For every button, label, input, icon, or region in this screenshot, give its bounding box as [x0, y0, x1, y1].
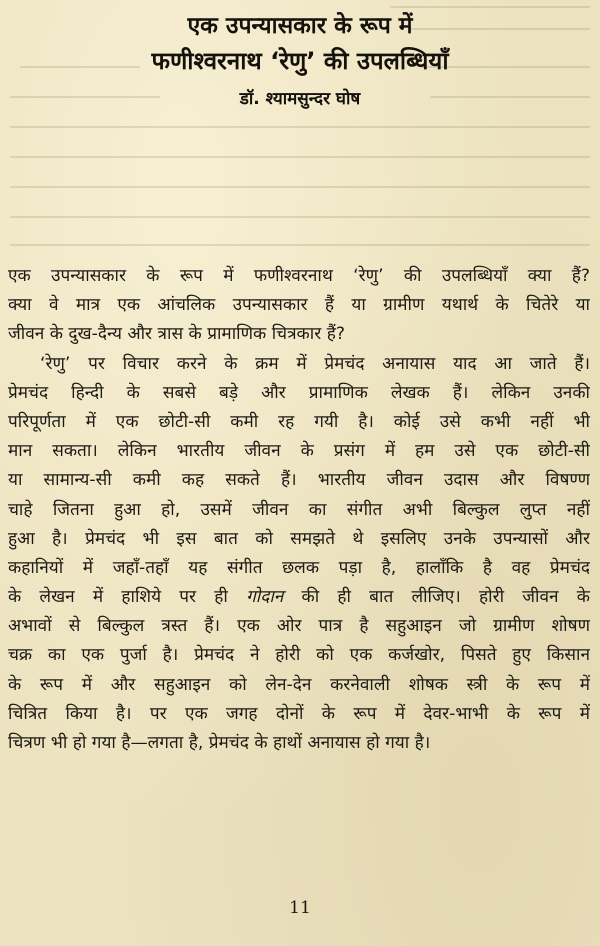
text-line: मान सकता। लेकिन भारतीय जीवन के प्रसंग में हम उसे एक छोटी-सी — [8, 441, 590, 462]
page-number: 11 — [289, 898, 311, 918]
text-fragment: की ही बात लीजिए। होरी जीवन के — [283, 587, 590, 608]
paragraph-2 — [8, 350, 590, 759]
text-line: ‘रेणु’ पर विचार करने के क्रम में प्रेमचंद अनायास याद आ जाते हैं। — [40, 353, 590, 374]
article-title-line-2: फणीश्वरनाथ ‘रेणु’ की उपलब्धियाँ — [151, 47, 449, 75]
text-line: प्रेमचंद हिन्दी के सबसे बड़े और प्रामाणिक लेखक हैं। लेकिन उनकी — [8, 382, 590, 403]
book-title-godan: गोदान — [246, 587, 284, 608]
text-line: कहानियों में जहाँ-तहाँ यह संगीत छलक पड़ा है, हालाँकि है वह प्रेमचंद — [8, 557, 590, 578]
text-line: चित्रण भी हो गया है—लगता है, प्रेमचंद के हाथों अनायास हो गया है। — [8, 733, 431, 753]
text-line: अभावों से बिल्कुल त्रस्त हैं। एक ओर पात्र है सहुआइन जो ग्रामीण शोषण — [8, 616, 590, 637]
text-fragment: के लेखन में हाशिये पर ही — [8, 587, 247, 608]
text-line: क्या वे मात्र एक आंचलिक उपन्यासकार हैं या ग्रामीण यथार्थ के चितेरे या — [8, 295, 590, 316]
article-author: डॉ. श्यामसुन्दर घोष — [239, 89, 361, 109]
paragraph-1 — [8, 262, 590, 350]
article-body — [8, 262, 590, 758]
text-line: चित्रित किया है। पर एक जगह दोनों के रूप में देवर-भाभी के रूप में — [8, 703, 590, 724]
text-line: या सामान्य-सी कमी कह सकते हैं। भारतीय जीवन उदास और विषण्ण — [8, 470, 590, 491]
text-line: एक उपन्यासकार के रूप में फणीश्वरनाथ ‘रेणु’ की उपलब्धियाँ क्या हैं? — [8, 266, 590, 286]
text-line: के रूप में और सहुआइन को लेन-देन करनेवाली शोषक स्त्री के रूप में — [8, 674, 590, 695]
text-line: चाहे जितना हुआ हो, उसमें जीवन का संगीत अभी बिल्कुल लुप्त नहीं — [8, 499, 590, 520]
text-line: परिपूर्णता में एक छोटी-सी कमी रह गयी है। कोई उसे कभी नहीं भी — [8, 411, 590, 432]
text-line: हुआ है। प्रेमचंद भी इस बात को समझते थे इसलिए उनके उपन्यासों और — [8, 528, 590, 549]
text-line: चक्र का एक पुर्जा है। प्रेमचंद ने होरी को एक कर्जखोर, पिसते हुए किसान — [8, 645, 590, 666]
text-line: जीवन के दुख-दैन्य और त्रास के प्रामाणिक चित्रकार हैं? — [8, 324, 345, 345]
article-title-line-1: एक उपन्यासकार के रूप में — [187, 13, 413, 39]
text-line-with-title — [8, 583, 590, 612]
